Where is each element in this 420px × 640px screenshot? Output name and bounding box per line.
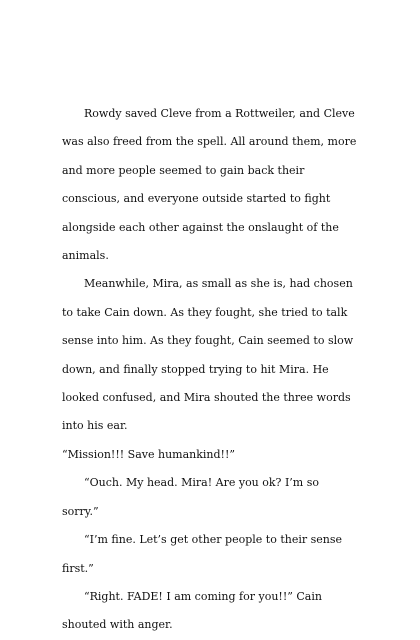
body-text bbox=[62, 100, 358, 640]
paragraph-3: “Mission!!! Save humankind!!” bbox=[62, 447, 236, 461]
paragraph-2: Meanwhile, Mira, as small as she is, had chosen to take Cain down. As they fought, she tried to talk sense into him. As they fought, Cain seemed to slow down, and finally stopped trying to hit Mira. He looked confused, and Mira shouted the three words into his ear. bbox=[62, 277, 354, 433]
paragraph-6: “Right. FADE! I am coming for you!!” Cain shouted with anger. bbox=[62, 589, 322, 632]
paragraph-5: “I’m fine. Let’s get other people to their sense first.” bbox=[62, 533, 343, 575]
paragraph-1: Rowdy saved Cleve from a Rottweiler, and Cleve was also freed from the spell. All around them, more and more people seemed to gain back their conscious, and everyone outside started to fight alongside each other against the onslaught of the animals. bbox=[62, 107, 357, 263]
paragraph-4: “Ouch. My head. Mira! Are you ok? I’m so sorry.” bbox=[62, 476, 319, 518]
